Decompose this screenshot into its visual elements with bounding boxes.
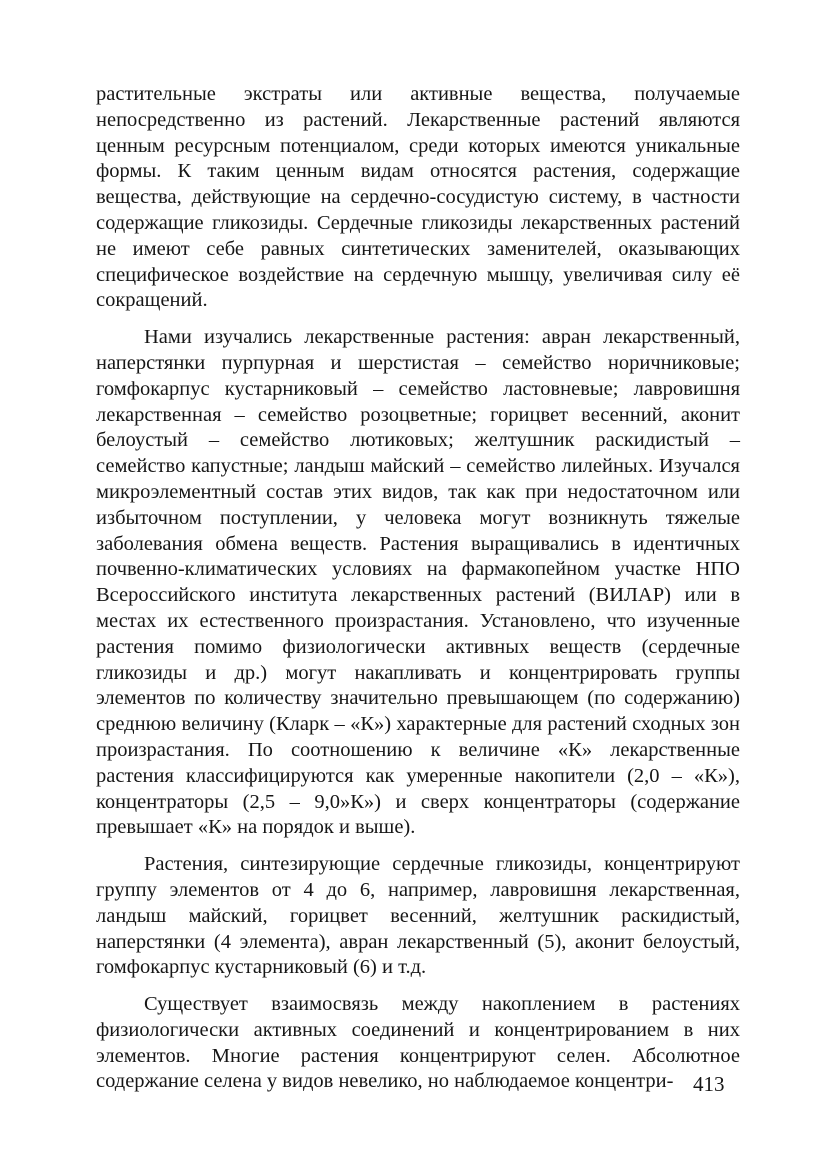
page-number: 413 [693,1072,725,1096]
paragraph-studied-plants: Нами изучались лекарственные растения: авран лекарственный, наперстянки пурпурная и шерстистая – семейство норичниковые; гомфокарпус кустарниковый – семейство ластовневые; лавровишня лекарственная – семейство розоцветные; горицвет весенний, аконит белоустый – семейство лютиковых; желтушник раскидистый – семейство капустные; ландыш майский – семейство лилейных. Изучался микроэлементный состав этих видов, так как при недостаточном или избыточном поступлении, у человека могут возникнуть тяжелые заболевания обмена веществ. Растения выращивались в идентичных почвенно-климатических условиях на фармакопейном участке НПО Всероссийского института лекарственных растений (ВИЛАР) или в местах их естественного произрастания. Установлено, что изученные растения помимо физиологически активных веществ (сердечные гликозиды и др.) могут накапливать и концентрировать группы элементов по количеству значительно превышающем (по содержанию) среднюю величину (Кларк – «К») характерные для растений сходных зон произрастания. По соотношению к величине «К» лекарственные растения классифицируются как умеренные накопители (2,0 – «К»), концентраторы (2,5 – 9,0»К») и сверх концентраторы (содержание превышает «К» на порядок и выше). [96,326,740,839]
page-body [96,82,740,1106]
paragraph-glycoside-plants: Растения, синтезирующие сердечные гликозиды, концентрируют группу элементов от 4 до 6, например, лавровишня лекарственная, ландыш майский, горицвет весенний, желтушник раскидистый, наперстянки (4 элемента), авран лекарственный (5), аконит белоустый, гомфокарпус кустарниковый (6) и т.д. [96,853,740,979]
paragraph-selenium: Существует взаимосвязь между накоплением в растениях физиологически активных соединений и концентрированием в них элементов. Многие растения концентрируют селен. Абсолютное содержание селена у видов невелико, но наблюдаемое концентри- [96,993,740,1093]
paragraph-continuation: растительные экстраты или активные вещества, получаемые непосредственно из растений. Лекарственные растений являются ценным ресурсным потенциалом, среди которых имеются уникальные формы. К таким ценным видам относятся растения, содержащие вещества, действующие на сердечно-сосудистую систему, в частности содержащие гликозиды. Сердечные гликозиды лекарственных растений не имеют себе равных синтетических заменителей, оказывающих специфическое воздействие на сердечную мышцу, увеличивая силу её сокращений. [96,83,740,312]
